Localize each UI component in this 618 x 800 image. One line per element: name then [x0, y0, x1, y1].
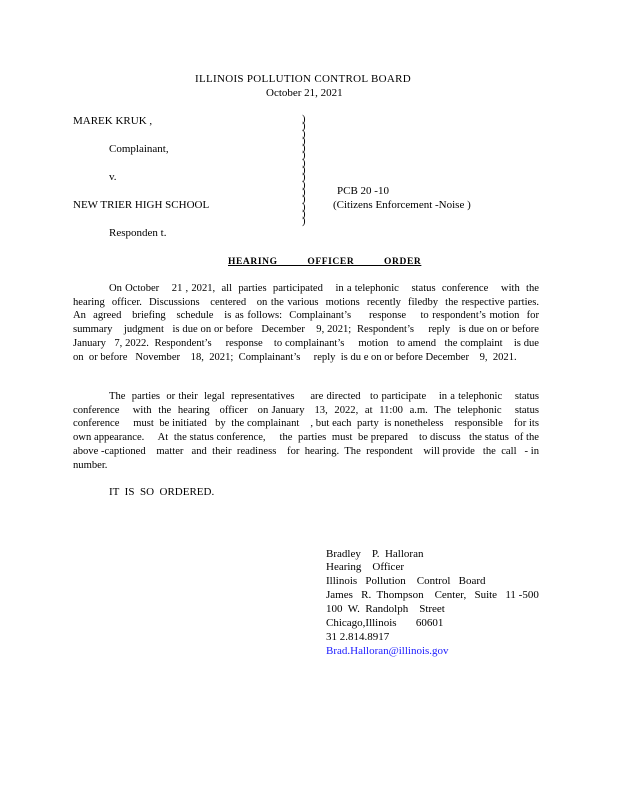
signer-name: Bradley P. Halloran [326, 548, 424, 560]
paragraph-scheduling: On October 21 , 2021, all parties participated in a telephonic status conference with the hearing officer. Discussions centered on the various motions recently filedby the respective parties. An agreed briefing schedule is as follows: Complainant’s response to respondent’s motion for summary judgment is due on or before December 9, 2021; Respondent’s reply is due on or before January 7, 2022. Respondent’s response to complainant’s motion to amend the complaint is due on or before November 18, 2021; Complainant’s reply is du e on or before December 9, 2021. [73, 283, 547, 363]
case-type: (Citizens Enforcement -Noise ) [333, 199, 471, 211]
board-name: ILLINOIS POLLUTION CONTROL BOARD [195, 73, 412, 85]
paragraph-status-conference: The parties or their legal representatives are directed to participate in a telephonic status conference with the hearing officer on January 13, 2022, at 11:00 a.m. The telephonic status conference must be initiated by the complainant , but each party is nonetheless responsible for its own appearance. At the status conference, the parties must be prepared to discuss the status of the above -captioned matter and their readiness for hearing. The respondent will provide the call - in number. [73, 391, 542, 471]
complainant-role: Complainant, [109, 143, 169, 155]
signer-agency: Illinois Pollution Control Board [326, 575, 486, 587]
caption-parentheses: ) ) ) ) ) ) ) ) ) ) ) ) ) ) ) [302, 114, 306, 228]
signer-city: Chicago,Illinois 60601 [326, 617, 444, 629]
so-ordered: IT IS SO ORDERED. [109, 486, 215, 498]
respondent-role: Responden t. [109, 227, 167, 239]
order-date: October 21, 2021 [266, 87, 343, 99]
signer-email-link[interactable]: Brad.Halloran@illinois.gov [326, 645, 449, 657]
case-number: PCB 20 -10 [337, 185, 389, 197]
signer-phone: 31 2.814.8917 [326, 631, 390, 643]
signer-title: Hearing Officer [326, 561, 404, 573]
signer-street: 100 W. Randolph Street [326, 603, 445, 615]
signer-building: James R. Thompson Center, Suite 11 -500 [326, 589, 539, 601]
respondent-name: NEW TRIER HIGH SCHOOL [73, 199, 210, 211]
order-title: HEARING OFFICER ORDER [228, 257, 422, 267]
versus: v. [109, 171, 117, 183]
complainant-name: MAREK KRUK , [73, 115, 153, 127]
